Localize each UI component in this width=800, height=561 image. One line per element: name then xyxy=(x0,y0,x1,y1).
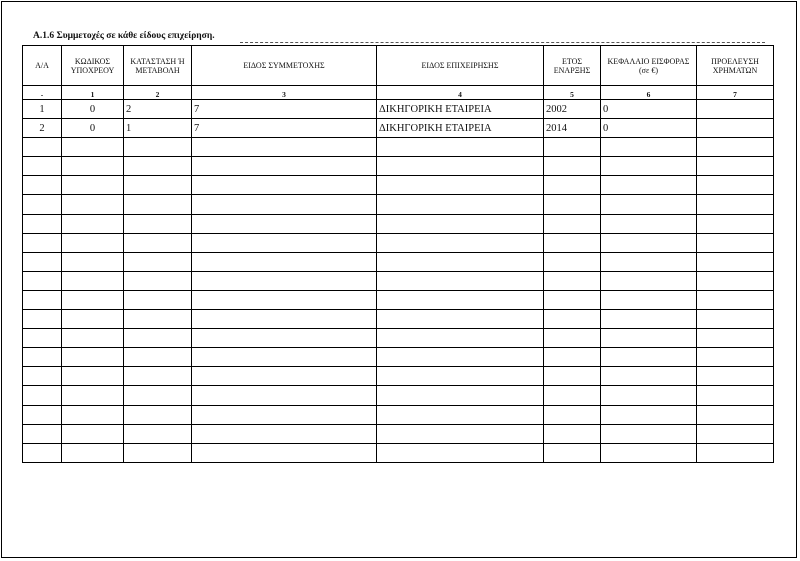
empty-cell xyxy=(377,405,544,424)
empty-cell xyxy=(601,233,697,252)
empty-cell xyxy=(697,233,774,252)
empty-cell xyxy=(601,195,697,214)
empty-cell xyxy=(697,138,774,157)
empty-cell xyxy=(124,386,192,405)
empty-cell xyxy=(697,176,774,195)
empty-row xyxy=(23,443,774,462)
column-number: 2 xyxy=(124,86,192,100)
empty-cell xyxy=(23,329,62,348)
empty-cell xyxy=(697,424,774,443)
empty-row xyxy=(23,271,774,290)
empty-cell xyxy=(23,233,62,252)
cell-start-year: 2002 xyxy=(544,100,601,119)
empty-cell xyxy=(697,157,774,176)
empty-cell xyxy=(601,290,697,309)
section-title: Α.1.6 Συμμετοχές σε κάθε είδους επιχείρηση. xyxy=(33,31,215,41)
empty-cell xyxy=(601,214,697,233)
empty-cell xyxy=(23,138,62,157)
empty-row xyxy=(23,252,774,271)
header-code: ΚΩΔΙΚΟΣ ΥΠΟΧΡΕΟΥ xyxy=(62,46,124,86)
empty-cell xyxy=(697,290,774,309)
participations-table xyxy=(22,45,774,463)
cell-code: 0 xyxy=(62,100,124,119)
empty-cell xyxy=(544,367,601,386)
empty-cell xyxy=(544,310,601,329)
empty-cell xyxy=(544,233,601,252)
empty-cell xyxy=(192,138,377,157)
empty-cell xyxy=(23,214,62,233)
empty-cell xyxy=(192,290,377,309)
empty-cell xyxy=(23,176,62,195)
empty-cell xyxy=(697,443,774,462)
empty-cell xyxy=(124,176,192,195)
empty-cell xyxy=(192,157,377,176)
empty-cell xyxy=(697,271,774,290)
empty-cell xyxy=(697,310,774,329)
empty-row xyxy=(23,290,774,309)
empty-cell xyxy=(62,195,124,214)
cell-money-origin xyxy=(697,119,774,138)
cell-aa: 2 xyxy=(23,119,62,138)
column-number: 6 xyxy=(601,86,697,100)
empty-cell xyxy=(544,405,601,424)
empty-cell xyxy=(377,386,544,405)
empty-cell xyxy=(62,157,124,176)
empty-cell xyxy=(377,195,544,214)
table-row xyxy=(23,119,774,138)
empty-cell xyxy=(23,405,62,424)
empty-cell xyxy=(697,195,774,214)
header-business-type: ΕΙΔΟΣ ΕΠΙΧΕΙΡΗΣΗΣ xyxy=(377,46,544,86)
cell-start-year: 2014 xyxy=(544,119,601,138)
empty-cell xyxy=(377,310,544,329)
empty-cell xyxy=(377,424,544,443)
empty-cell xyxy=(601,271,697,290)
empty-row xyxy=(23,329,774,348)
empty-cell xyxy=(544,176,601,195)
empty-cell xyxy=(697,405,774,424)
empty-rows xyxy=(23,138,774,463)
empty-cell xyxy=(377,443,544,462)
empty-cell xyxy=(192,310,377,329)
empty-cell xyxy=(601,252,697,271)
cell-code: 0 xyxy=(62,119,124,138)
column-number: - xyxy=(23,86,62,100)
empty-row xyxy=(23,176,774,195)
column-number: 4 xyxy=(377,86,544,100)
empty-cell xyxy=(62,348,124,367)
cell-status: 1 xyxy=(124,119,192,138)
empty-cell xyxy=(192,195,377,214)
empty-cell xyxy=(544,271,601,290)
empty-row xyxy=(23,386,774,405)
empty-cell xyxy=(601,367,697,386)
column-number: 1 xyxy=(62,86,124,100)
empty-row xyxy=(23,195,774,214)
header-status: ΚΑΤΑΣΤΑΣΗ Ή ΜΕΤΑΒΟΛΗ xyxy=(124,46,192,86)
empty-cell xyxy=(544,348,601,367)
empty-cell xyxy=(124,252,192,271)
empty-cell xyxy=(601,348,697,367)
header-start-year: ΕΤΟΣ ΕΝΑΡΞΗΣ xyxy=(544,46,601,86)
empty-cell xyxy=(544,214,601,233)
empty-cell xyxy=(62,176,124,195)
empty-cell xyxy=(23,252,62,271)
empty-cell xyxy=(23,386,62,405)
empty-row xyxy=(23,367,774,386)
column-number-row xyxy=(23,86,774,100)
empty-cell xyxy=(62,443,124,462)
empty-cell xyxy=(544,386,601,405)
empty-cell xyxy=(601,443,697,462)
cell-capital: 0 xyxy=(601,119,697,138)
empty-row xyxy=(23,310,774,329)
empty-cell xyxy=(697,252,774,271)
cell-business-type: ΔΙΚΗΓΟΡΙΚΗ ΕΤΑΙΡΕΙΑ xyxy=(377,100,544,119)
empty-cell xyxy=(23,290,62,309)
empty-cell xyxy=(697,367,774,386)
empty-row xyxy=(23,233,774,252)
empty-cell xyxy=(192,214,377,233)
header-capital: ΚΕΦΑΛΑΙΟ ΕΙΣΦΟΡΑΣ (σε €) xyxy=(601,46,697,86)
cell-participation-type: 7 xyxy=(192,119,377,138)
empty-cell xyxy=(62,310,124,329)
empty-cell xyxy=(601,138,697,157)
cell-business-type: ΔΙΚΗΓΟΡΙΚΗ ΕΤΑΙΡΕΙΑ xyxy=(377,119,544,138)
empty-cell xyxy=(23,424,62,443)
empty-row xyxy=(23,405,774,424)
empty-cell xyxy=(62,367,124,386)
cell-participation-type: 7 xyxy=(192,100,377,119)
empty-cell xyxy=(192,252,377,271)
empty-cell xyxy=(192,348,377,367)
empty-cell xyxy=(62,424,124,443)
empty-cell xyxy=(124,214,192,233)
empty-cell xyxy=(544,195,601,214)
header-money-origin: ΠΡΟΕΛΕΥΣΗ ΧΡΗΜΑΤΩΝ xyxy=(697,46,774,86)
empty-cell xyxy=(23,157,62,176)
title-rule xyxy=(240,42,765,43)
empty-cell xyxy=(124,405,192,424)
column-number: 7 xyxy=(697,86,774,100)
header-participation-type: ΕΙΔΟΣ ΣΥΜΜΕΤΟΧΗΣ xyxy=(192,46,377,86)
empty-cell xyxy=(124,138,192,157)
empty-cell xyxy=(601,424,697,443)
empty-cell xyxy=(62,138,124,157)
empty-cell xyxy=(377,271,544,290)
empty-cell xyxy=(544,424,601,443)
empty-cell xyxy=(23,271,62,290)
empty-cell xyxy=(23,348,62,367)
empty-cell xyxy=(23,367,62,386)
empty-cell xyxy=(377,157,544,176)
empty-cell xyxy=(601,405,697,424)
empty-cell xyxy=(62,214,124,233)
empty-cell xyxy=(601,329,697,348)
empty-cell xyxy=(544,252,601,271)
empty-cell xyxy=(377,290,544,309)
empty-cell xyxy=(124,367,192,386)
empty-row xyxy=(23,214,774,233)
empty-cell xyxy=(601,386,697,405)
empty-cell xyxy=(124,348,192,367)
empty-cell xyxy=(124,443,192,462)
empty-cell xyxy=(124,233,192,252)
empty-cell xyxy=(377,348,544,367)
empty-cell xyxy=(124,157,192,176)
empty-cell xyxy=(192,233,377,252)
empty-cell xyxy=(377,214,544,233)
cell-status: 2 xyxy=(124,100,192,119)
empty-cell xyxy=(377,176,544,195)
empty-cell xyxy=(62,233,124,252)
empty-cell xyxy=(192,271,377,290)
empty-cell xyxy=(697,214,774,233)
empty-cell xyxy=(544,157,601,176)
empty-cell xyxy=(23,443,62,462)
empty-cell xyxy=(192,424,377,443)
empty-cell xyxy=(124,195,192,214)
empty-cell xyxy=(62,329,124,348)
empty-cell xyxy=(62,271,124,290)
empty-cell xyxy=(124,310,192,329)
empty-cell xyxy=(544,329,601,348)
empty-cell xyxy=(192,405,377,424)
empty-cell xyxy=(377,329,544,348)
empty-cell xyxy=(544,290,601,309)
empty-cell xyxy=(601,157,697,176)
empty-cell xyxy=(192,386,377,405)
empty-cell xyxy=(601,310,697,329)
empty-cell xyxy=(23,195,62,214)
empty-cell xyxy=(23,310,62,329)
empty-row xyxy=(23,348,774,367)
empty-cell xyxy=(192,329,377,348)
empty-cell xyxy=(697,329,774,348)
empty-cell xyxy=(544,443,601,462)
empty-cell xyxy=(544,138,601,157)
empty-row xyxy=(23,138,774,157)
cell-money-origin xyxy=(697,100,774,119)
empty-cell xyxy=(62,252,124,271)
empty-cell xyxy=(377,233,544,252)
empty-cell xyxy=(62,405,124,424)
empty-cell xyxy=(192,367,377,386)
empty-cell xyxy=(377,367,544,386)
empty-cell xyxy=(124,424,192,443)
empty-cell xyxy=(62,386,124,405)
header-aa: Α/Α xyxy=(23,46,62,86)
table-row xyxy=(23,100,774,119)
empty-cell xyxy=(124,329,192,348)
column-number: 3 xyxy=(192,86,377,100)
empty-cell xyxy=(192,176,377,195)
empty-row xyxy=(23,424,774,443)
empty-cell xyxy=(697,386,774,405)
empty-cell xyxy=(601,176,697,195)
column-number: 5 xyxy=(544,86,601,100)
empty-cell xyxy=(62,290,124,309)
header-row xyxy=(23,46,774,86)
empty-cell xyxy=(124,271,192,290)
cell-aa: 1 xyxy=(23,100,62,119)
empty-cell xyxy=(697,348,774,367)
empty-cell xyxy=(124,290,192,309)
cell-capital: 0 xyxy=(601,100,697,119)
empty-cell xyxy=(192,443,377,462)
empty-cell xyxy=(377,138,544,157)
empty-cell xyxy=(377,252,544,271)
empty-row xyxy=(23,157,774,176)
